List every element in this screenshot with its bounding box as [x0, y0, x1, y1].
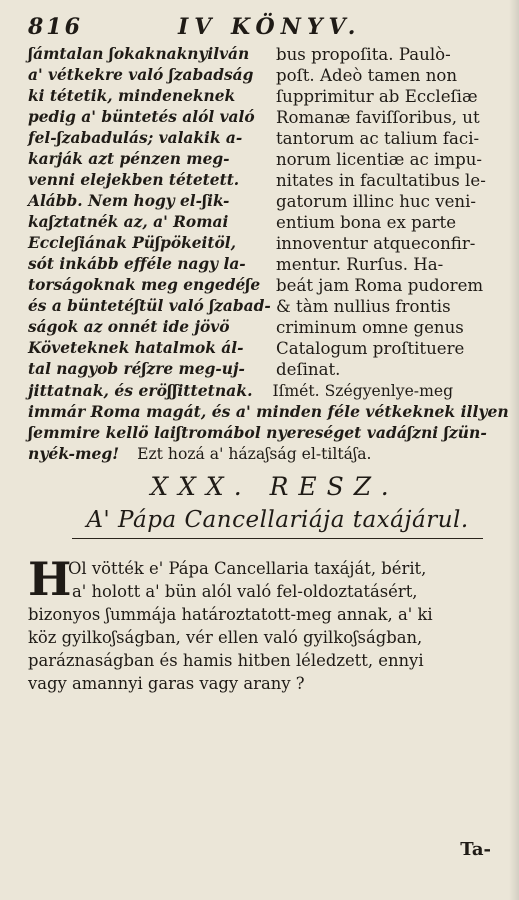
running-title: IV KÖNYV.: [178, 14, 362, 40]
page-edge-shadow: [509, 0, 519, 900]
text-line: tantorum ac talium faci-: [276, 129, 480, 148]
chapter-number: XXX. RESZ.: [150, 472, 399, 501]
text-line: Alább. Nem hogy el-ʃik-: [28, 192, 230, 210]
latin-column: [266, 44, 501, 380]
text-line: ságok az onnét ide jövö: [28, 318, 230, 336]
chapter-paragraph: [28, 552, 501, 695]
text-line: Követeknek hatalmok ál-: [28, 339, 244, 357]
text-line: ʃámtalan ʃokaknaknyilván: [28, 45, 250, 63]
text-line: kaʃztatnék az, a' Romai: [28, 213, 229, 231]
text-line: karják azt pénzen meg-: [28, 150, 230, 168]
text-line: & tàm nullius frontis: [276, 297, 451, 316]
text-line: deſinat.: [276, 360, 341, 379]
text-line: Ol vötték e' Pápa Cancellaria taxáját, bérit,: [68, 559, 427, 578]
latin-fragment: Ezt hozá a' házaʃság el-tiltáʃa.: [137, 445, 372, 463]
chapter-title: A' Pápa Cancellariája taxájárul.: [72, 502, 483, 539]
hungarian-fragment: nyék-meg!: [28, 444, 120, 463]
text-line: beát jam Roma pudorem: [276, 276, 484, 295]
page-number: 816: [28, 14, 83, 40]
text-line: poſt. Adeò tamen non: [276, 66, 458, 85]
hungarian-column: [28, 44, 271, 380]
drop-cap: H: [28, 552, 72, 606]
text-line: torságoknak meg engedéʃe: [28, 276, 261, 294]
text-line: gatorum illinc huc veni-: [276, 192, 477, 211]
text-line: Romanæ faviſſoribus, ut: [276, 108, 480, 127]
text-line: entium bona ex parte: [276, 213, 457, 232]
text-line: paráznaságban és hamis hitben léledzett, ennyi: [28, 651, 424, 670]
text-line: vagy amannyi garas vagy arany ?: [28, 674, 305, 693]
text-line: ʃemmire kellö laiʃtromábol nyereséget vadáʃzni ʃzün-: [28, 423, 487, 442]
text-line: criminum omne genus: [276, 318, 464, 337]
text-line: a' vétkekre való ʃzabadság: [28, 66, 254, 84]
mixed-line: [28, 443, 501, 464]
catchword: Ta-: [460, 839, 491, 860]
text-line: Catalogum proſtituere: [276, 339, 465, 358]
hungarian-fragment: jittatnak, és eröʃʃittetnak.: [28, 381, 253, 400]
text-line: ki tétetik, mindeneknek: [28, 87, 236, 105]
continued-text: [28, 380, 509, 464]
text-line: pedig a' büntetés alól való: [28, 108, 255, 126]
text-line: venni elejekben tétetett.: [28, 171, 240, 189]
text-line: bizonyos ʃummája határoztatott-meg annak, a' ki: [28, 605, 433, 624]
text-line: tal nagyob réʃzre meg-uj-: [28, 360, 245, 378]
mixed-line: [28, 380, 501, 401]
page-header: [28, 14, 501, 40]
text-line: ſupprimitur ab Eccleſiæ: [276, 87, 478, 106]
text-line: Eccleʃiának Püʃpökeitöl,: [28, 234, 236, 252]
text-line: mentur. Rurſus. Ha-: [276, 255, 444, 274]
text-line: norum licentiæ ac impu-: [276, 150, 482, 169]
text-line: köz gyilkoʃságban, vér ellen való gyilkoʃságban,: [28, 628, 423, 647]
text-line: sót inkább efféle nagy la-: [28, 255, 246, 273]
latin-fragment: Iſmét. Szégyenlye-meg: [272, 382, 454, 400]
text-line: fel-ʃzabadulás; valakik a-: [28, 129, 243, 147]
two-column-text: [28, 44, 501, 380]
text-line: nitates in facultatibus le-: [276, 171, 486, 190]
text-line: innoventur atqueconfir-: [276, 234, 476, 253]
text-line: a' holott a' bün alól való fel-oldoztatásért,: [72, 582, 418, 601]
text-line: bus propoſita. Paulò-: [276, 45, 451, 64]
text-line: és a büntetéʃtül való ʃzabad-: [28, 297, 271, 315]
text-line: immár Roma magát, és a' minden féle vétkeknek illyen: [28, 402, 509, 421]
